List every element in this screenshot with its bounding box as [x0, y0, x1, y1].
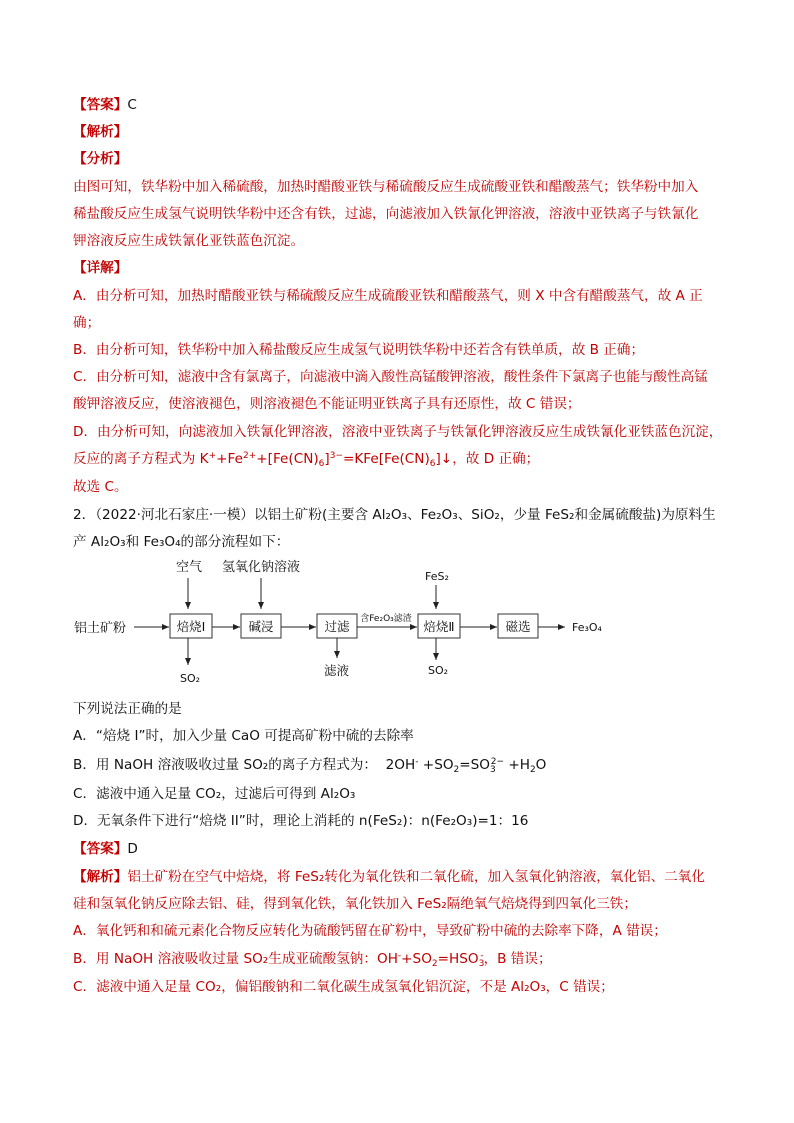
detail-a-line: A．由分析可知，加热时醋酸亚铁与稀硫酸反应生成硫酸亚铁和醋酸蒸气，则 X 中含有醋酸蒸气，故 A 正: [73, 288, 703, 304]
explanation-text: 铝土矿粉在空气中焙烧，将 FeS₂转化为氧化铁和二氧化硫，加入氢氧化钠溶液，氧化铝、二氧化: [127, 869, 705, 885]
step-filter: 过滤: [324, 619, 350, 634]
analysis-line: 由图可知，铁华粉中加入稀硫酸，加热时醋酸亚铁与稀硫酸反应生成硫酸亚铁和醋酸蒸气；铁华粉中加入: [73, 179, 699, 195]
detail-d-equation-line: [73, 450, 539, 468]
equation-suffix: ，故 D 正确；: [452, 451, 540, 467]
explanation-b: [73, 950, 552, 968]
answer-tag: 【答案】: [73, 97, 128, 113]
option-c: C．滤液中通入足量 CO₂，过滤后可得到 Al₂O₃: [73, 786, 356, 802]
explanation-c: C．滤液中通入足量 CO₂，偏铝酸钠和二氧化碳生成氢氧化铝沉淀，不是 Al₂O₃，C 错误；: [73, 979, 614, 995]
answer-value: D: [127, 841, 138, 857]
option-a: A．“焙烧 I”时，加入少量 CaO 可提高矿粉中硫的去除率: [73, 728, 414, 744]
option-b: [73, 756, 546, 774]
answer-tag: 【答案】: [73, 841, 128, 857]
analysis-line: 钾溶液反应生成铁氰化亚铁蓝色沉淀。: [73, 233, 305, 249]
detail-c-line: 酸钾溶液反应，使溶液褪色，则溶液褪色不能证明亚铁离子具有还原性，故 C 错误；: [73, 396, 581, 412]
answer-line-q2: [73, 840, 138, 858]
explanation-b-suffix: ，B 错误；: [483, 951, 552, 967]
step-magnetic: 磁选: [505, 619, 531, 634]
flow-filtrate: 滤液: [324, 663, 350, 678]
xiangjie-tag: 【详解】: [73, 260, 128, 276]
equation-prefix: 反应的离子方程式为: [73, 451, 196, 467]
flow-so2-2: SO₂: [428, 664, 449, 677]
explanation-b-text: B．用 NaOH 溶液吸收过量 SO₂生成亚硫酸氢钠：: [73, 951, 377, 967]
ionic-equation: $K^++Fe^{2+}+[Fe(CN)_6]^{3-}=KFe[Fe(CN)_6]↓$: [199, 451, 453, 469]
answer-line-q1: [73, 96, 137, 114]
process-flow-diagram: [72, 558, 632, 690]
explanation-a: A．氧化钙和和硫元素化合物反应转化为硫酸钙留在矿粉中，导致矿粉中硫的去除率下降，A 错误；: [73, 923, 667, 939]
conclusion: 故选 C。: [73, 479, 128, 495]
option-b-text: B．用 NaOH 溶液吸收过量 SO₂的离子方程式为：: [73, 757, 377, 773]
analysis-line: 稀盐酸反应生成氢气说明铁华粉中还含有铁，过滤，向滤液加入铁氰化钾溶液，溶液中亚铁离子与铁氰化: [73, 206, 699, 222]
flow-label-air: 空气: [176, 560, 203, 575]
detail-a-line: 确；: [73, 315, 101, 331]
q2-stem-line: 2．（2022·河北石家庄·一模）以铝土矿粉(主要含 Al₂O₃、Fe₂O₃、SiO₂，少量 FeS₂和金属硫酸盐)为原料生: [73, 507, 716, 523]
fenxi-tag: 【分析】: [73, 151, 128, 167]
flow-input: 铝土矿粉: [74, 621, 127, 636]
detail-d-line: D．由分析可知，向滤液加入铁氰化钾溶液，溶液中亚铁离子与铁氰化钾溶液反应生成铁氰化亚铁蓝色沉淀，: [73, 424, 723, 440]
explanation-b-equation: $OH^-+SO_2=HSO_3^-$: [377, 951, 485, 969]
step-roast2: 焙烧Ⅱ: [423, 619, 455, 634]
answer-value: C: [127, 97, 137, 113]
detail-b-line: B．由分析可知，铁华粉中加入稀盐酸反应生成氢气说明铁华粉中还若含有铁单质，故 B 正确；: [73, 342, 645, 358]
option-b-equation: $2OH^- +SO_2=SO_3^{2-} +H_2O$: [385, 757, 547, 775]
step-alkali: 碱浸: [248, 619, 274, 634]
jiexi-tag: 【解析】: [73, 124, 128, 140]
flow-label-fes2: FeS₂: [425, 570, 449, 583]
q2-stem-line: 产 Al₂O₃和 Fe₃O₄的部分流程如下：: [73, 534, 290, 550]
q2-question: 下列说法正确的是: [73, 701, 182, 717]
flow-label-naoh: 氢氧化钠溶液: [222, 560, 301, 575]
explanation-tag: 【解析】: [73, 869, 128, 885]
arrow-label-residue: 含Fe₂O₃滤渣: [360, 614, 412, 624]
step-roast1: 焙烧Ⅰ: [176, 619, 206, 634]
flow-output: Fe₃O₄: [572, 621, 602, 634]
flow-so2-1: SO₂: [180, 672, 201, 685]
option-d: D．无氧条件下进行“焙烧 II”时，理论上消耗的 n(FeS₂)：n(Fe₂O₃)=1：16: [73, 813, 529, 829]
explanation-line: [73, 868, 705, 886]
detail-c-line: C．由分析可知，滤液中含有氯离子，向滤液中滴入酸性高锰酸钾溶液，酸性条件下氯离子也能与酸性高锰: [73, 369, 708, 385]
explanation-line: 硅和氢氧化钠反应除去铝、硅，得到氧化铁，氧化铁加入 FeS₂隔绝氧气焙烧得到四氧化三铁；: [73, 896, 637, 912]
